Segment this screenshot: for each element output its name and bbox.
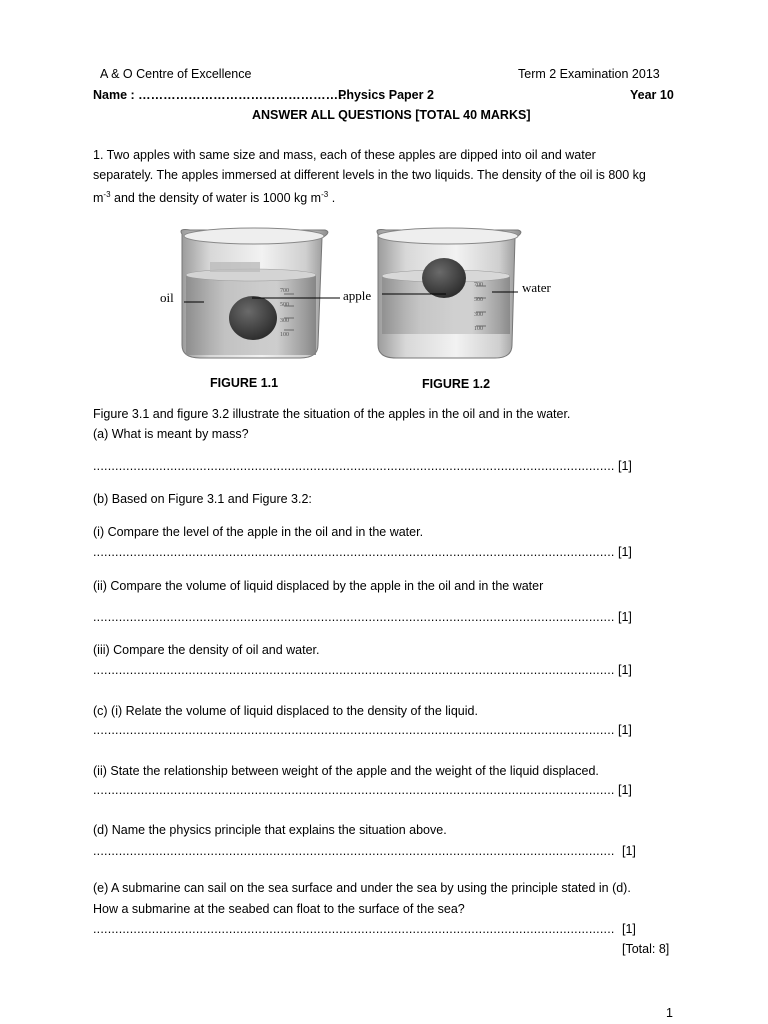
mark-c-ii: [1] (618, 783, 632, 797)
intro-line-3: $m^{-3}$ and the density of water is 1000 kg $m^{-3}$ . (93, 190, 336, 206)
question-b-ii: (ii) Compare the volume of liquid displaced by the apple in the oil and in the water (93, 579, 544, 593)
question-c-i: (c) (i) Relate the volume of liquid displaced to the density of the liquid. (93, 704, 478, 718)
question-a: (a) What is meant by mass? (93, 427, 249, 441)
year-label: Year 10 (630, 88, 674, 102)
scale-300-water: 300 (474, 312, 483, 318)
question-b-iii: (iii) Compare the density of oil and water. (93, 643, 320, 657)
instruction: ANSWER ALL QUESTIONS [TOTAL 40 MARKS] (252, 108, 531, 122)
figure-1-caption: FIGURE 1.1 (210, 376, 279, 390)
question-b-i: (i) Compare the level of the apple in the oil and in the water. (93, 525, 424, 539)
answer-line-b-i[interactable] (93, 545, 615, 559)
apple-in-water (422, 258, 466, 298)
apple-label: apple (343, 288, 372, 303)
scale-500-oil: 500 (280, 302, 289, 308)
school-name: A & O Centre of Excellence (100, 67, 252, 81)
exam-title: Term 2 Examination 2013 (518, 67, 660, 81)
beaker-water (377, 228, 552, 358)
intro-line-2: separately. The apples immersed at different levels in the two liquids. The density of the oil is 800 kg (93, 168, 646, 182)
total-marks: [Total: 8] (622, 942, 670, 956)
figure-2-caption: FIGURE 1.2 (422, 377, 491, 391)
water-label: water (522, 280, 551, 295)
question-d: (d) Name the physics principle that explains the situation above. (93, 823, 447, 837)
answer-line-a[interactable] (93, 459, 615, 473)
answer-line-b-ii[interactable] (93, 610, 615, 624)
apple-in-oil (229, 296, 277, 340)
answer-line-d[interactable] (93, 844, 615, 858)
question-b: (b) Based on Figure 3.1 and Figure 3.2: (93, 492, 312, 506)
answer-line-b-iii[interactable] (93, 663, 615, 677)
question-c-ii: (ii) State the relationship between weight of the apple and the weight of the liquid displaced. (93, 764, 599, 778)
scale-700-oil: 700 (280, 288, 289, 294)
scale-100-oil: 100 (280, 332, 289, 338)
mark-d: [1] (622, 844, 636, 858)
name-field: Name : …………………………………………… (93, 88, 351, 102)
answer-line-c-i[interactable] (93, 723, 615, 737)
oil-label: oil (160, 290, 174, 305)
figure-description: Figure 3.1 and figure 3.2 illustrate the situation of the apples in the oil and in the water. (93, 407, 571, 421)
mark-e: [1] (622, 922, 636, 936)
question-intro (93, 145, 683, 208)
scale-500-water: 500 (474, 297, 483, 303)
scale-100-water: 100 (474, 326, 483, 332)
mark-b-i: [1] (618, 545, 632, 559)
beaker-figures (150, 220, 570, 370)
paper-title: Physics Paper 2 (338, 88, 434, 102)
mark-b-iii: [1] (618, 663, 632, 677)
beaker-oil (160, 228, 371, 358)
answer-line-c-ii[interactable] (93, 783, 615, 797)
mark-a: [1] (618, 459, 632, 473)
answer-line-e[interactable] (93, 922, 615, 936)
intro-line-1: 1. Two apples with same size and mass, each of these apples are dipped into oil and water (93, 148, 596, 162)
scale-700-water: 700 (474, 282, 483, 288)
mark-c-i: [1] (618, 723, 632, 737)
question-e-line-1: (e) A submarine can sail on the sea surface and under the sea by using the principle stated in (d). (93, 881, 631, 895)
scale-300-oil: 300 (280, 318, 289, 324)
page-number: 1 (666, 1006, 673, 1020)
mark-b-ii: [1] (618, 610, 632, 624)
question-e-line-2: How a submarine at the seabed can float to the surface of the sea? (93, 902, 465, 916)
